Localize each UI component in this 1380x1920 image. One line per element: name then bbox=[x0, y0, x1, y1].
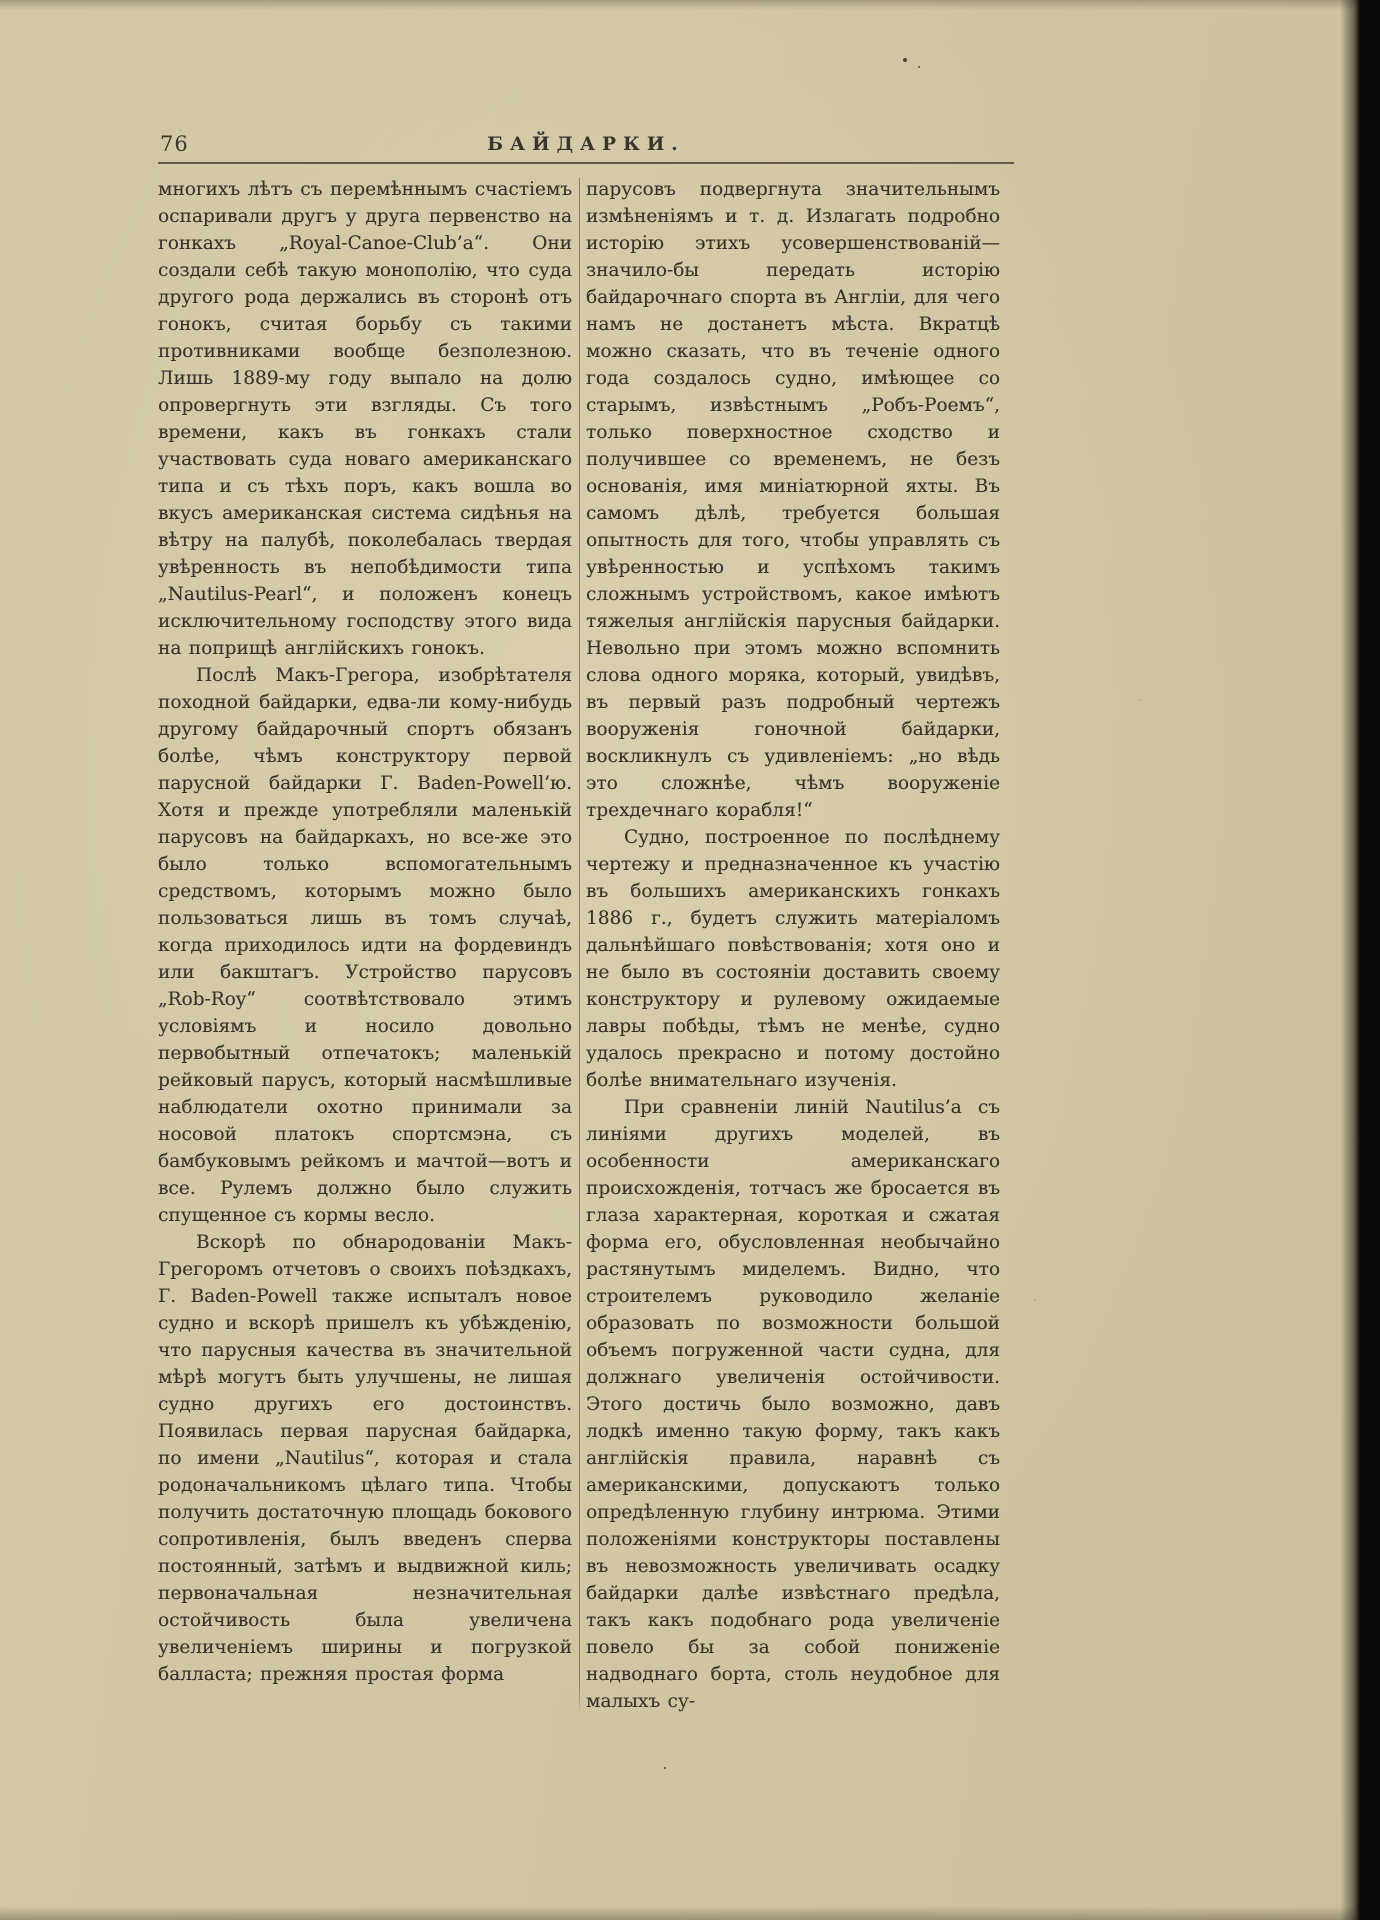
paragraph: Судно, построенное по послѣднему чертежу и предназначенное къ участію въ большихъ американскихъ гонкахъ 1886 г., будетъ служить матеріаломъ дальнѣйшаго повѣствованія; хотя оно и не было въ состояніи доставить своему конструктору и рулевому ожидаемые лавры побѣды, тѣмъ не менѣе, судно удалось прекрасно и потому достойно болѣе внимательнаго изученія. bbox=[586, 827, 1000, 1091]
text-block bbox=[158, 132, 1014, 1715]
paragraph: При сравненіи линій Nautilus’a съ линіями другихъ моделей, въ особенности американскаго происхожденія, тотчасъ же бросается въ глаза характерная, короткая и сжатая форма его, обусловленная необычайно растянутымъ миделемъ. Видно, что строителемъ руководило желаніе образовать по возможности большой объемъ погруженной части судна, для должнаго увеличенія остойчивости. Этого достичь было возможно, давъ лодкѣ именно такую форму, такъ какъ англійскія правила, наравнѣ съ американскими, допускаютъ только опредѣленную глубину интрюма. Этими положеніями конструкторы поставлены въ невозможность увеличивать осадку байдарки далѣе извѣстнаго предѣла, такъ какъ подобнаго рода увеличеніе повело бы за собой пониженіе надводнаго борта, столь неудобное для малыхъ су- bbox=[586, 1097, 1000, 1712]
two-column-layout bbox=[158, 176, 1014, 1715]
paragraph: Послѣ Макъ-Грегора, изобрѣтателя походной байдарки, едва-ли кому-нибудь другому байдарочный спортъ обязанъ болѣе, чѣмъ конструктору первой парусной байдарки Г. Baden-Powell’ю. Хотя и прежде употребляли маленькій парусовъ на байдаркахъ, но все-же это было только вспомогательнымъ средствомъ, которымъ можно было пользоваться лишь въ томъ случаѣ, когда приходилось идти на фордевиндъ или бакштагъ. Устройство парусовъ „Rob-Roy“ соотвѣтствовало этимъ условіямъ и носило довольно первобытный отпечатокъ; маленькій рейковый парусъ, который насмѣшливые наблюдатели охотно принимали за носовой платокъ спортсмэна, съ бамбуковымъ рейкомъ и мачтой—вотъ и все. Рулемъ должно было служить спущенное съ кормы весло. bbox=[158, 665, 572, 1226]
paragraph: Вскорѣ по обнародованіи Макъ-Грегоромъ отчетовъ о своихъ поѣздкахъ, Г. Baden-Powell также испыталъ новое судно и вскорѣ пришелъ къ убѣжденію, что парусныя качества въ значительной мѣрѣ могутъ быть улучшены, не лишая судно другихъ его достоинствъ. Появилась первая парусная байдарка, по имени „Nautilus“, которая и стала родоначальникомъ цѣлаго типа. Чтобы получить достаточную площадь бокового сопротивленія, былъ введенъ сперва постоянный, затѣмъ и выдвижной киль; первоначальная незначительная остойчивость была увеличена увеличеніемъ ширины и погрузкой балласта; прежняя простая форма bbox=[158, 1232, 572, 1685]
page-number: 76 bbox=[160, 132, 189, 156]
paper-specks bbox=[903, 58, 907, 62]
scan-edge-right bbox=[1340, 0, 1380, 1920]
left-column bbox=[158, 176, 572, 1715]
column-divider-rule bbox=[579, 178, 580, 1715]
running-head bbox=[158, 132, 1014, 162]
running-title: БАЙДАРКИ. bbox=[487, 134, 685, 155]
right-column bbox=[586, 176, 1000, 1715]
scan-shadow-top bbox=[0, 0, 1380, 10]
scan-shadow-bottom bbox=[0, 1906, 1380, 1920]
header-rule bbox=[158, 162, 1014, 164]
paragraph: парусовъ подвергнута значительнымъ измѣненіямъ и т. д. Излагать подробно исторію этихъ усовершенствованій—значило-бы передать исторію байдарочнаго спорта въ Англіи, для чего намъ не достанетъ мѣста. Вкратцѣ можно сказать, что въ теченіе одного года создалось судно, имѣющее со старымъ, извѣстнымъ „Робъ-Роемъ“, только поверхностное сходство и получившее со временемъ, не безъ основанія, имя миніатюрной яхты. Въ самомъ дѣлѣ, требуется большая опытность для того, чтобы управлять съ увѣренностью и успѣхомъ такимъ сложнымъ устройствомъ, какое имѣютъ тяжелыя англійскія парусныя байдарки. Невольно при этомъ можно вспомнить слова одного моряка, который, увидѣвъ, въ первый разъ подробный чертежъ вооруженія гоночной байдарки, воскликнулъ съ удивленіемъ: „но вѣдь это сложнѣе, чѣмъ вооруженіе трехдечнаго корабля!“ bbox=[586, 179, 1000, 821]
paragraph: многихъ лѣтъ съ перемѣннымъ счастіемъ оспаривали другъ у друга первенство на гонкахъ „Royal-Canoe-Club’a“. Они создали себѣ такую монополію, что суда другого рода держались въ сторонѣ отъ гонокъ, считая борьбу съ такими противниками вообще безполезною. Лишь 1889-му году выпало на долю опровергнуть эти взгляды. Съ того времени, какъ въ гонкахъ стали участвовать суда новаго американскаго типа и съ тѣхъ поръ, какъ вошла во вкусъ американская система сидѣнья на вѣтру на палубѣ, поколебалась твердая увѣренность въ непобѣдимости типа „Nautilus-Pearl“, и положенъ конецъ исключительному господству этого вида на поприщѣ англійскихъ гонокъ. bbox=[158, 179, 572, 659]
